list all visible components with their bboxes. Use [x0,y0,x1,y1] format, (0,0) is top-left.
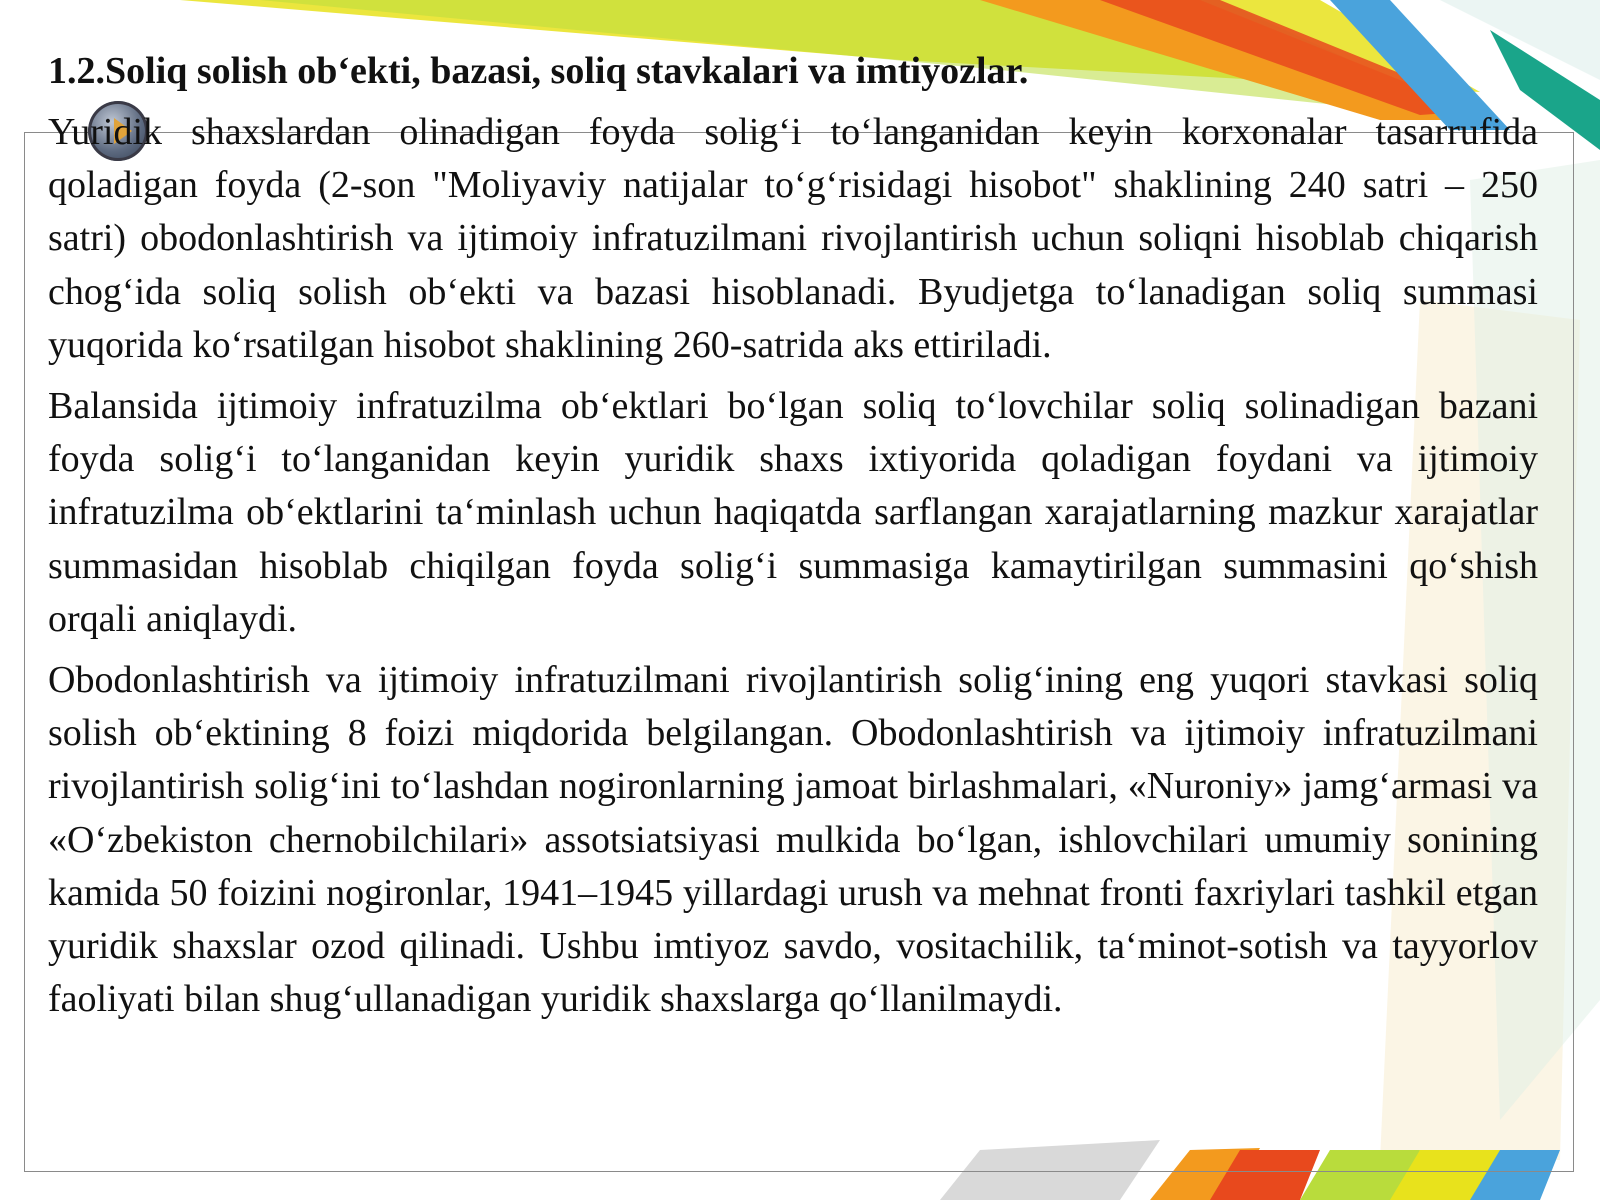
paragraph-1: Yuridik shaxslardan olinadigan foyda solig‘i to‘langanidan keyin korxonalar tasarrufida qoladigan foyda (2-son "Moliyaviy natijalar to‘g‘risidagi hisobot" shaklining 240 satri – 250 satri) obodonlashtirish va ijtimoiy infratuzilmani rivojlantirish uchun soliqni hisoblab chiqarish chog‘ida soliq solish ob‘ekti va bazasi hisoblanadi. Byudjetga to‘lanadigan soliq summasi yuqorida ko‘rsatilgan hisobot shaklining 260-satrida aks ettiriladi. [48,111,1538,366]
paragraph-3: Obodonlashtirish va ijtimoiy infratuzilmani rivojlantirish solig‘ining eng yuqori stavkasi soliq solish ob‘ektining 8 foizi miqdorida belgilangan. Obodonlashtirish va ijtimoiy infratuzilmani rivojlantirish solig‘ini to‘lashdan nogironlarning jamoat birlashmalari, «Nuroniy» jamg‘armasi va «O‘zbekiston chernobilchilari» assotsiatsiyasi mulkida bo‘lgan, ishlovchilari umumiy sonining kamida 50 foizini nogironlar, 1941–1945 yillardagi urush va mehnat fronti faxriylari tashkil etgan yuridik shaxslar ozod qilinadi. Ushbu imtiyoz savdo, vositachilik, ta‘minot-sotish va tayyorlov faoliyati bilan shug‘ullanadigan yuridik shaxslarga qo‘llanilmaydi. [48,659,1538,1021]
paragraph-2: Balansida ijtimoiy infratuzilma ob‘ektlari bo‘lgan soliq to‘lovchilar soliq solinadigan bazani foyda solig‘i to‘langanidan keyin yuridik shaxs ixtiyorida qoladigan foydani va ijtimoiy infratuzilma ob‘ektlarini ta‘minlash uchun haqiqatda sarflangan xarajatlarning mazkur xarajatlar summasidan hisoblab chiqilgan foyda solig‘i summasiga kamaytirilgan summasini qo‘shish orqali aniqlaydi. [48,385,1538,640]
slide-heading: 1.2.Soliq solish ob‘ekti, bazasi, soliq stavkalari va imtiyozlar. [48,50,1029,92]
slide-body [48,106,1538,1034]
